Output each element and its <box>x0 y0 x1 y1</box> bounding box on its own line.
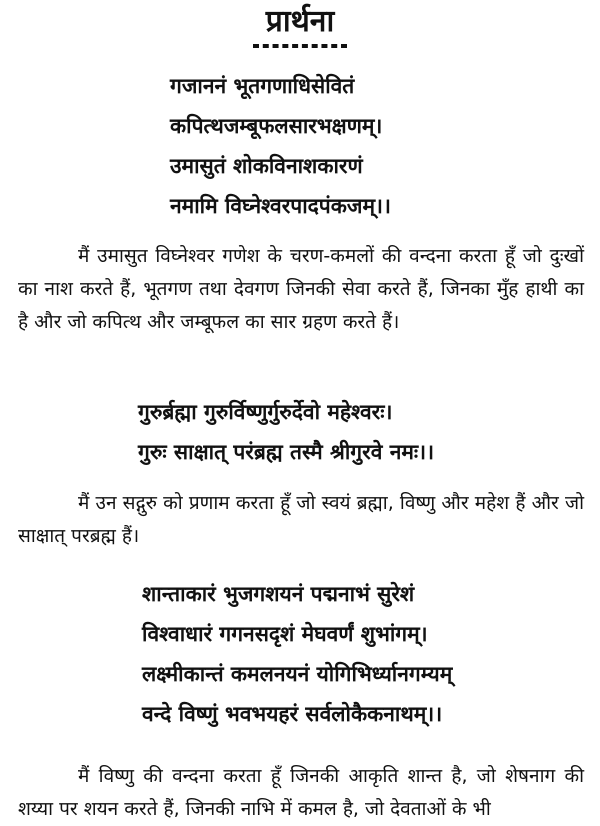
verse-line: गुरुः साक्षात् परंब्रह्म तस्मै श्रीगुरवे नमः।। <box>138 440 435 464</box>
translation-guru <box>18 487 584 553</box>
page-title: प्रार्थना <box>265 4 335 39</box>
verse-line: गुरुर्ब्रह्मा गुरुर्विष्णुर्गुरुर्देवो महेश्वरः। <box>138 400 393 424</box>
verse-line: नमामि विघ्नेश्वरपादपंकजम्।। <box>170 194 391 218</box>
verse-vishnu <box>142 574 452 734</box>
translation-ganesh <box>18 240 584 339</box>
verse-line: लक्ष्मीकान्तं कमलनयनं योगिभिर्ध्यानगम्यम् <box>142 662 453 686</box>
verse-line: गजाननं भूतगणाधिसेवितं <box>170 74 355 98</box>
verse-ganesh <box>170 66 391 226</box>
verse-guru <box>138 392 434 472</box>
translation-text: मैं उन सद्गुरु को प्रणाम करता हूँ जो स्वयं ब्रह्मा, विष्णु और महेश हैं और जो साक्षात् परब्रह्म हैं। <box>18 492 584 547</box>
translation-vishnu <box>18 760 584 826</box>
verse-line: कपित्थजम्बूफलसारभक्षणम्। <box>170 114 383 138</box>
verse-line: विश्वाधारं गगनसदृशं मेघवर्णं शुभांगम्। <box>142 622 428 646</box>
translation-text: मैं उमासुत विघ्नेश्वर गणेश के चरण-कमलों की वन्दना करता हूँ जो दुःखों का नाश करते हैं, भूतगण तथा देवगण जिनकी सेवा करते हैं, जिनका मुँह हाथी का है और जो कपित्थ और जम्बूफल का सार ग्रहण करते हैं। <box>18 245 584 333</box>
title-underline <box>253 44 347 48</box>
verse-line: उमासुतं शोकविनाशकारणं <box>170 154 363 178</box>
verse-line: वन्दे विष्णुं भवभयहरं सर्वलोकैकनाथम्।। <box>142 702 443 726</box>
verse-line: शान्ताकारं भुजगशयनं पद्मनाभं सुरेशं <box>142 582 415 606</box>
translation-text: मैं विष्णु की वन्दना करता हूँ जिनकी आकृति शान्त है, जो शेषनाग की शय्या पर शयन करते हैं, जिनकी नाभि में कमल है, जो देवताओं के भी <box>18 765 584 820</box>
